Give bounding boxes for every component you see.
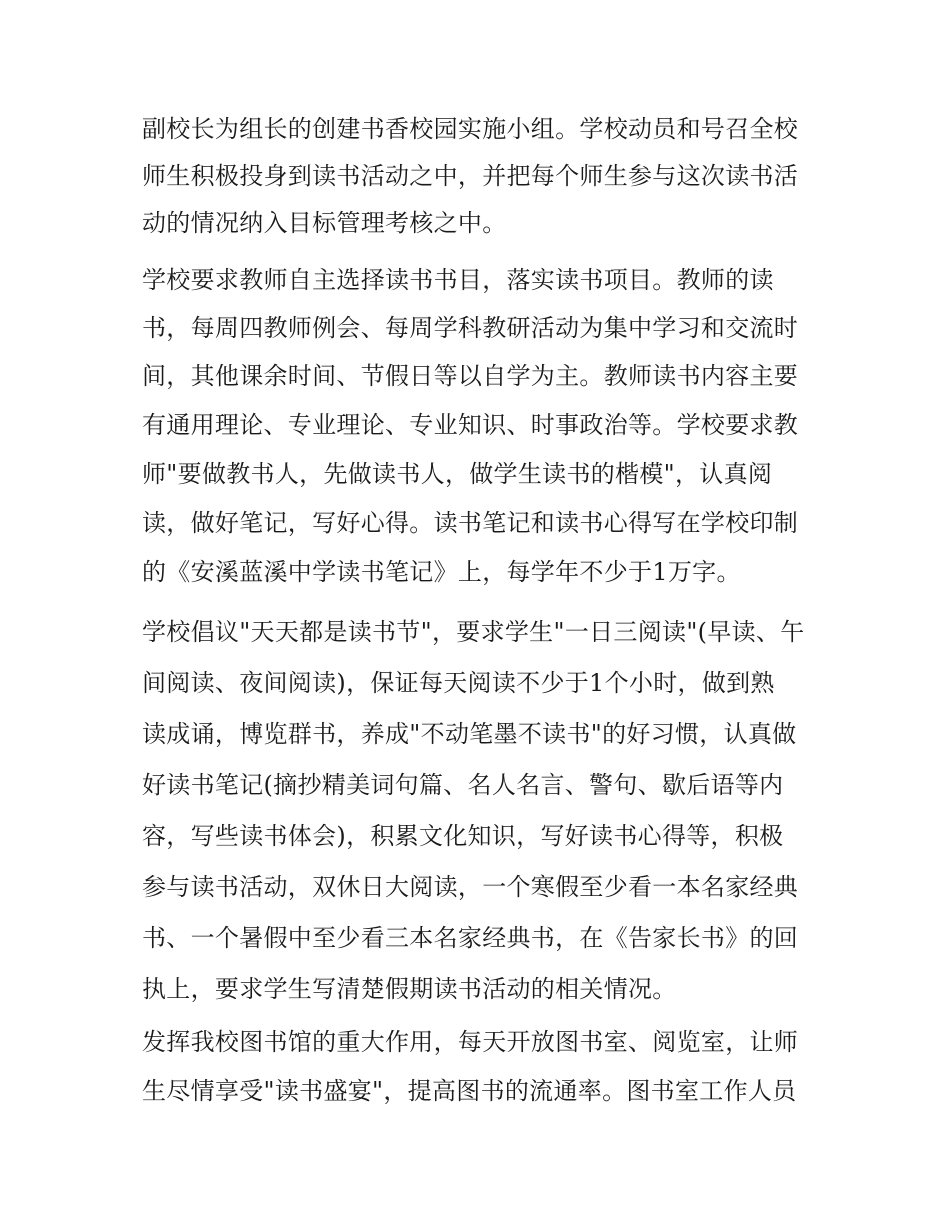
text-line: 发挥我校图书馆的重大作用，每天开放图书室、阅览室，让师 bbox=[142, 1028, 799, 1056]
text-line: 学校倡议"天天都是读书节"，要求学生"一日三阅读"(早读、午 bbox=[142, 618, 805, 646]
text-line: 间阅读、夜间阅读)，保证每天阅读不少于1个小时，做到熟 bbox=[142, 669, 775, 697]
text-line: 执上，要求学生写清楚假期读书活动的相关情况。 bbox=[142, 975, 677, 1003]
text-line: 读成诵，博览群书，养成"不动笔墨不读书"的好习惯，认真做 bbox=[142, 720, 797, 748]
text-line: 有通用理论、专业理论、专业知识、时事政治等。学校要求教 bbox=[142, 411, 799, 439]
text-line: 容，写些读书体会)，积累文化知识，写好读书心得等，积极 bbox=[142, 822, 784, 850]
text-line: 间，其他课余时间、节假日等以自学为主。教师读书内容主要 bbox=[142, 362, 799, 390]
text-line: 师"要做教书人，先做读书人，做学生读书的楷模"，认真阅 bbox=[142, 460, 773, 488]
text-line: 动的情况纳入目标管理考核之中。 bbox=[142, 209, 507, 237]
text-line: 好读书笔记(摘抄精美词句篇、名人名言、警句、歇后语等内 bbox=[142, 771, 784, 799]
text-line: 书，每周四教师例会、每周学科教研活动为集中学习和交流时 bbox=[142, 314, 799, 342]
text-line: 书、一个暑假中至少看三本名家经典书，在《告家长书》的回 bbox=[142, 924, 799, 952]
text-line: 的《安溪蓝溪中学读书笔记》上，每学年不少于1万字。 bbox=[142, 558, 741, 586]
text-line: 参与读书活动，双休日大阅读，一个寒假至少看一本名家经典 bbox=[142, 873, 799, 901]
text-line: 师生积极投身到读书活动之中，并把每个师生参与这次读书活 bbox=[142, 162, 799, 190]
text-line: 生尽情享受"读书盛宴"，提高图书的流通率。图书室工作人员 bbox=[142, 1077, 797, 1105]
text-line: 读，做好笔记，写好心得。读书笔记和读书心得写在学校印制 bbox=[142, 509, 799, 537]
text-line: 副校长为组长的创建书香校园实施小组。学校动员和号召全校 bbox=[142, 115, 799, 143]
text-line: 学校要求教师自主选择读书书目，落实读书项目。教师的读 bbox=[142, 266, 774, 294]
